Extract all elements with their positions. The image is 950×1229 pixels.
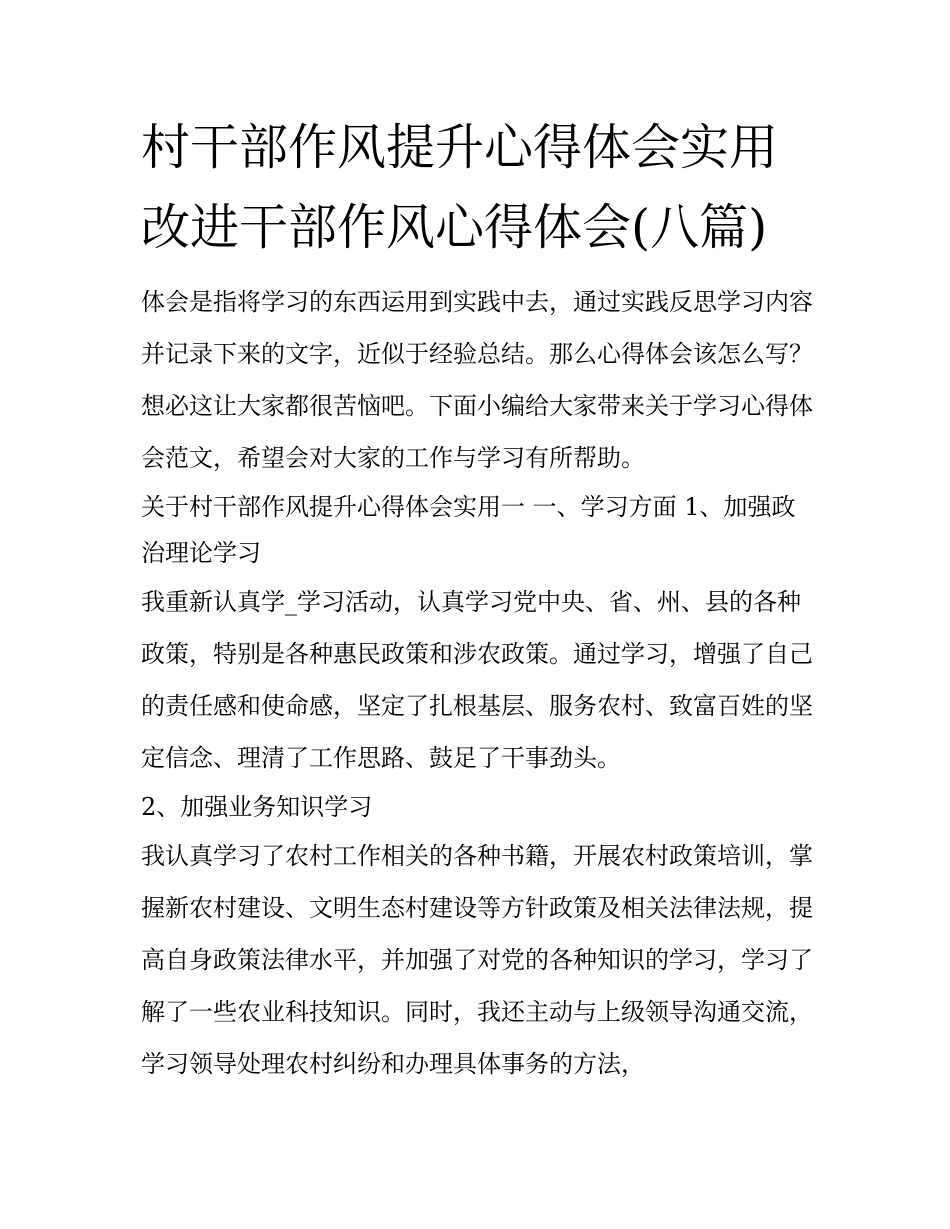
body-paragraph-1: 我重新认真学_学习活动，认真学习党中央、省、州、县的各种政策，特别是各种惠民政策和涉农政策。通过学习，增强了自己的责任感和使命感，坚定了扎根基层、服务农村、致富百姓的坚定信念、理清了工作思路、鼓足了干事劲头。 (141, 588, 813, 772)
body-paragraph-2: 我认真学习了农村工作相关的各种书籍，开展农村政策培训，掌握新农村建设、文明生态村建设等方针政策及相关法律法规，提高自身政策法律水平，并加强了对党的各种知识的学习，学习了解了一些农业科技知识。同时，我还主动与上级领导沟通交流，学习领导处理农村纠纷和办理具体事务的方法， (141, 842, 813, 1078)
document-body (141, 108, 813, 1090)
section-heading-paragraph: 关于村干部作风提升心得体会实用一 一、学习方面 1、加强政治理论学习 (141, 493, 796, 567)
subsection-heading-2: 2、加强业务知识学习 (141, 793, 373, 821)
document-title: 村干部作风提升心得体会实用改进干部作风心得体会(八篇) (141, 119, 779, 256)
intro-paragraph: 体会是指将学习的东西运用到实践中去，通过实践反思学习内容并记录下来的文字，近似于经验总结。那么心得体会该怎么写？想必这让大家都很苦恼吧。下面小编给大家带来关于学习心得体会范文，希望会对大家的工作与学习有所帮助。 (141, 288, 813, 472)
